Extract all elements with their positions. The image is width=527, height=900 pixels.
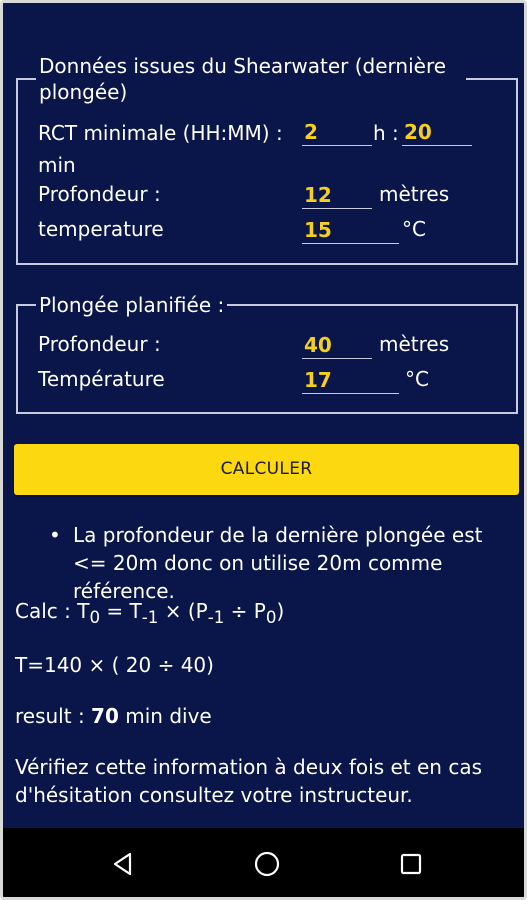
calc-end: )	[276, 599, 285, 623]
home-button[interactable]	[227, 828, 307, 900]
hours-separator: h :	[373, 121, 399, 145]
shearwater-legend: Données issues du Shearwater (dernière plongée)	[39, 54, 447, 104]
recents-icon	[399, 852, 423, 876]
result-line	[15, 704, 212, 728]
rct-hours-input[interactable]: 2	[302, 120, 372, 146]
navigation-bar	[3, 828, 524, 900]
planned-legend: Plongée planifiée :	[39, 293, 225, 317]
planned-depth-label: Profondeur :	[38, 332, 161, 356]
calc-sub-0: 0	[89, 608, 101, 627]
min-unit: min	[38, 153, 76, 177]
last-temp-label: temperature	[38, 217, 164, 241]
last-depth-label: Profondeur :	[38, 182, 161, 206]
planned-depth-unit: mètres	[379, 332, 450, 356]
calc-mid-2: × (P	[158, 599, 208, 623]
home-icon	[253, 850, 281, 878]
calc-formula	[15, 599, 284, 627]
last-depth-unit: mètres	[379, 182, 450, 206]
rct-label: RCT minimale (HH:MM) :	[38, 121, 283, 145]
result-value: 70	[91, 704, 119, 728]
back-button[interactable]	[83, 828, 163, 900]
calc-sub-1: -1	[141, 608, 159, 627]
calculate-button[interactable]: CALCULER	[14, 444, 519, 495]
planned-temp-label: Température	[38, 367, 165, 391]
reference-note	[51, 521, 521, 605]
back-icon	[110, 851, 136, 877]
last-temp-input[interactable]: 15	[302, 218, 399, 244]
planned-temp-unit: °C	[405, 367, 429, 391]
calc-mid: = T	[100, 599, 142, 623]
rct-minutes-input[interactable]: 20	[402, 120, 472, 146]
planned-temp-input[interactable]: 17	[302, 368, 399, 394]
calc-prefix: Calc : T	[15, 599, 90, 623]
calc-sub-3: 0	[265, 608, 277, 627]
main-content	[3, 3, 524, 828]
result-suffix: min dive	[118, 704, 212, 728]
calc-sub-2: -1	[207, 608, 225, 627]
reference-note-text: La profondeur de la dernière plongée est <= 20m donc on utilise 20m comme référence.	[73, 523, 483, 603]
computed-formula: T=140 × ( 20 ÷ 40)	[15, 653, 214, 677]
bullet-icon: •	[49, 523, 61, 547]
warning-text: Vérifiez cette information à deux fois et en cas d'hésitation consultez votre instructeur.	[15, 755, 483, 807]
recents-button[interactable]	[371, 828, 451, 900]
last-temp-unit: °C	[402, 217, 426, 241]
planned-depth-input[interactable]: 40	[302, 333, 372, 359]
calc-mid-3: ÷ P	[224, 599, 266, 623]
last-depth-input[interactable]: 12	[302, 183, 372, 209]
result-prefix: result :	[15, 704, 92, 728]
